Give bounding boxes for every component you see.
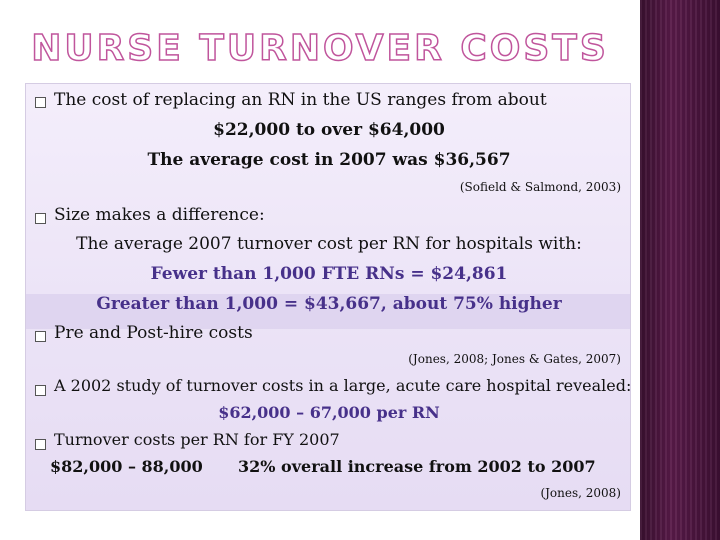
bullet-3-citation: (Jones, 2008; Jones & Gates, 2007) (408, 352, 621, 366)
bullet-5-citation: (Jones, 2008) (540, 486, 621, 500)
bullet-2-line3: Fewer than 1,000 FTE RNs = $24,861 (150, 264, 508, 284)
bullet-5-text: Turnover costs per RN for FY 2007 (54, 430, 340, 449)
bullet-1-line3: The average cost in 2007 was $36,567 (147, 150, 511, 170)
bullet-marker-1 (35, 97, 46, 108)
bullet-marker-3 (35, 331, 46, 342)
bullet-5-line2a: $82,000 – 88,000 (50, 457, 203, 476)
bullet-2-line4: Greater than 1,000 = $43,667, about 75% higher (96, 294, 562, 314)
decorative-side-band (640, 0, 720, 540)
bullet-4-text: A 2002 study of turnover costs in a large, acute care hospital revealed: (54, 376, 632, 395)
bullet-5-line2b: 32% overall increase from 2002 to 2007 (238, 457, 596, 476)
bullet-1-line2: $22,000 to over $64,000 (213, 120, 445, 140)
slide-title: NURSE TURNOVER COSTS (31, 28, 609, 69)
bullet-1-citation: (Sofield & Salmond, 2003) (459, 180, 621, 194)
bullet-3-text: Pre and Post-hire costs (54, 323, 253, 343)
bullet-marker-4 (35, 385, 46, 396)
bullet-4-line2: $62,000 – 67,000 per RN (218, 403, 440, 422)
bullet-1-text: The cost of replacing an RN in the US ranges from about (54, 90, 547, 110)
bullet-marker-5 (35, 439, 46, 450)
bullet-marker-2 (35, 213, 46, 224)
bullet-2-text: Size makes a difference: (54, 205, 265, 225)
bullet-2-line2: The average 2007 turnover cost per RN for hospitals with: (76, 234, 582, 254)
content-box (25, 83, 631, 511)
